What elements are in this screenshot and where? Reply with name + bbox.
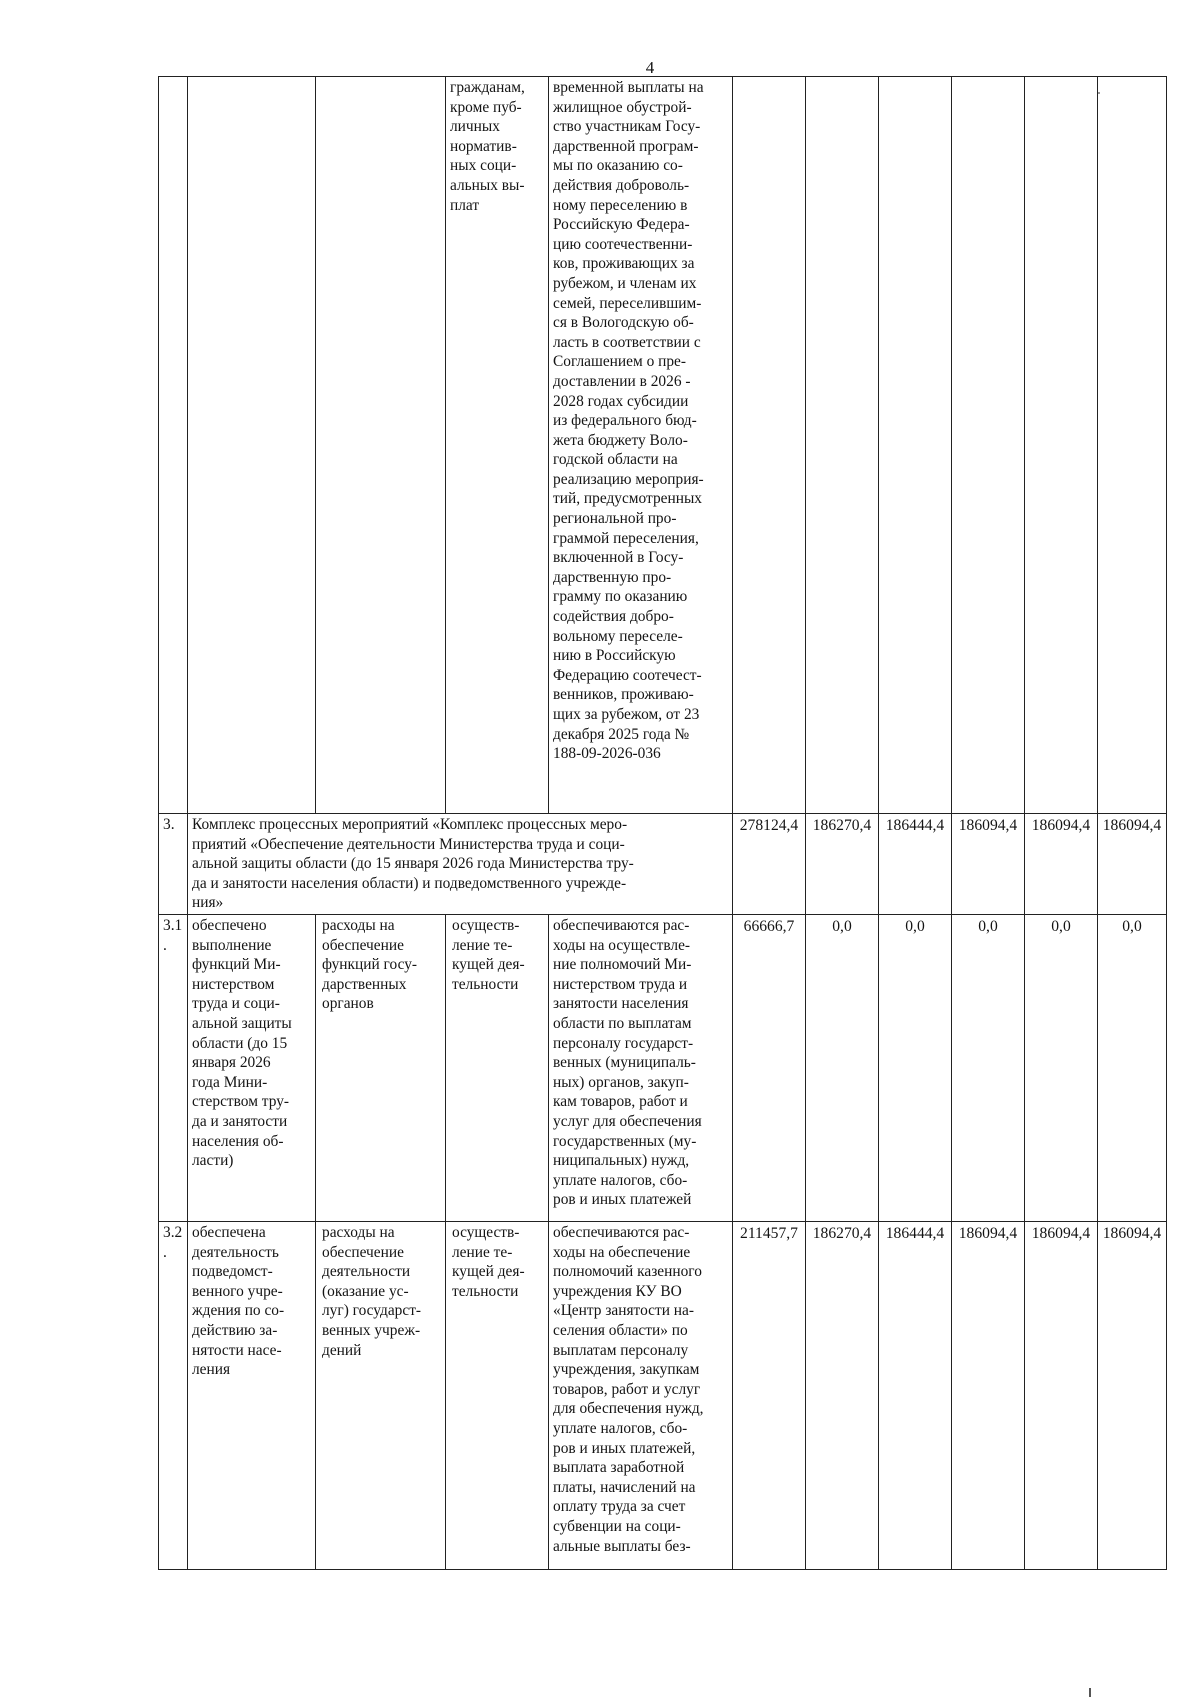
cell-value: 186094,4 [952, 1222, 1025, 1570]
cell-value [733, 77, 806, 814]
cell-value: 186444,4 [879, 814, 952, 915]
cell-value: 186270,4 [806, 814, 879, 915]
cell-result [188, 1222, 316, 1570]
cell-description [549, 1222, 733, 1570]
cell-text: обеспечиваются рас- ходы на обеспечение полномочий казенного учреждения КУ ВО «Центр занятости на- селения области» по выплатам персоналу учреждения, закупкам товаров, работ и услуг для обеспечения нужд, уплате налогов, сбо- ров и иных платежей, выплата заработной платы, начислений на оплату труда за счет субвенции на соци- альные выплаты без- [553, 1224, 704, 1555]
cell-text: расходы на обеспечение функций госу- дарственных органов [322, 917, 418, 1013]
cell-value: 0,0 [806, 915, 879, 1222]
cell-value: 186094,4 [1025, 814, 1098, 915]
cell-value [1025, 77, 1098, 814]
cell-value: 186094,4 [1098, 814, 1167, 915]
cell-value: 186270,4 [806, 1222, 879, 1570]
cell-type [316, 77, 446, 814]
cell-value [879, 77, 952, 814]
cell-description [549, 915, 733, 1222]
cell-complex-title [188, 814, 733, 915]
cell-kind [446, 915, 549, 1222]
cell-num [159, 77, 188, 814]
cell-text: обеспечено выполнение функций Ми- нистерством труда и соци- альной защиты области (до 15 января 2026 года Мини- стерством тру- да и занятости населения об- ласти) [192, 917, 292, 1170]
cell-text: обеспечиваются рас- ходы на осуществле- ние полномочий Ми- нистерством труда и занятости населения области по выплатам персоналу государст- венных (муниципаль- ных) органов, закуп- кам товаров, работ и услуг для обеспечения государственных (му- ниципальных) нужд, уплате налогов, сбо- ров и иных платежей [553, 917, 702, 1209]
cell-kind [446, 1222, 549, 1570]
cell-value [806, 77, 879, 814]
cell-result [188, 915, 316, 1222]
scan-speck [1089, 1688, 1091, 1697]
cell-text: осуществ- ление те- кущей дея- тельности [452, 917, 525, 993]
cell-value: 0,0 [1025, 915, 1098, 1222]
cell-kind [446, 77, 549, 814]
cell-type [316, 915, 446, 1222]
cell-value: 211457,7 [733, 1222, 806, 1570]
cell-value: 66666,7 [733, 915, 806, 1222]
expenses-table [158, 76, 1162, 1570]
cell-value: 0,0 [952, 915, 1025, 1222]
cell-value [952, 77, 1025, 814]
cell-value: 278124,4 [733, 814, 806, 915]
cell-value: 0,0 [879, 915, 952, 1222]
cell-value: 0,0 [1098, 915, 1167, 1222]
cell-value: 186094,4 [952, 814, 1025, 915]
cell-text: временной выплаты на жилищное обустрой- ство участникам Госу- дарственной програм- мы по оказанию со- действия доброволь- ному переселению в Российскую Федера- цию соотечественни- ков, проживающих за рубежом, и членам их семей, переселившим- ся в Вологодскую об- ласть в соответствии с Соглашением о пре- доставлении в 2026 - 2028 годах субсидии из федерального бюд- жета бюджету Воло- годской области на реализацию мероприя- тий, предусмотренных региональной про- граммой переселения, включенной в Госу- дарственную про- грамму по оказанию содействия добро- вольному переселе- нию в Российскую Федерацию соотечест- венников, проживаю- щих за рубежом, от 23 декабря 2025 года № 188-09-2026-036 [553, 79, 704, 763]
cell-num: 3. [159, 814, 188, 915]
cell-text: обеспечена деятельность подведомст- венного учре- ждения по со- действию за- нятости насе- ления [192, 1224, 285, 1379]
cell-text: осуществ- ление те- кущей дея- тельности [452, 1224, 525, 1300]
cell-text: Комплекс процессных мероприятий «Комплекс процессных меро- приятий «Обеспечение деятельности Министерства труда и соци- альной защиты области (до 15 января 2026 года Министерства тру- да и занятости населения области) и подведомственного учрежде- ния» [192, 816, 634, 912]
table-row [159, 915, 1167, 1222]
cell-text: гражданам, кроме пуб- личных норматив- ных соци- альных вы- плат [450, 79, 525, 214]
scan-speck [1098, 92, 1100, 94]
cell-value [1098, 77, 1167, 814]
cell-num: 3.2. [159, 1222, 188, 1570]
cell-text: расходы на обеспечение деятельности (оказание ус- луг) государст- венных учреж- дений [322, 1224, 422, 1359]
cell-description [549, 77, 733, 814]
cell-result [188, 77, 316, 814]
cell-type [316, 1222, 446, 1570]
table-row [159, 77, 1167, 814]
cell-value: 186444,4 [879, 1222, 952, 1570]
table-row [159, 1222, 1167, 1570]
cell-num: 3.1. [159, 915, 188, 1222]
table-row [159, 814, 1167, 915]
cell-value: 186094,4 [1025, 1222, 1098, 1570]
page-number: 4 [645, 58, 655, 77]
cell-value: 186094,4 [1098, 1222, 1167, 1570]
